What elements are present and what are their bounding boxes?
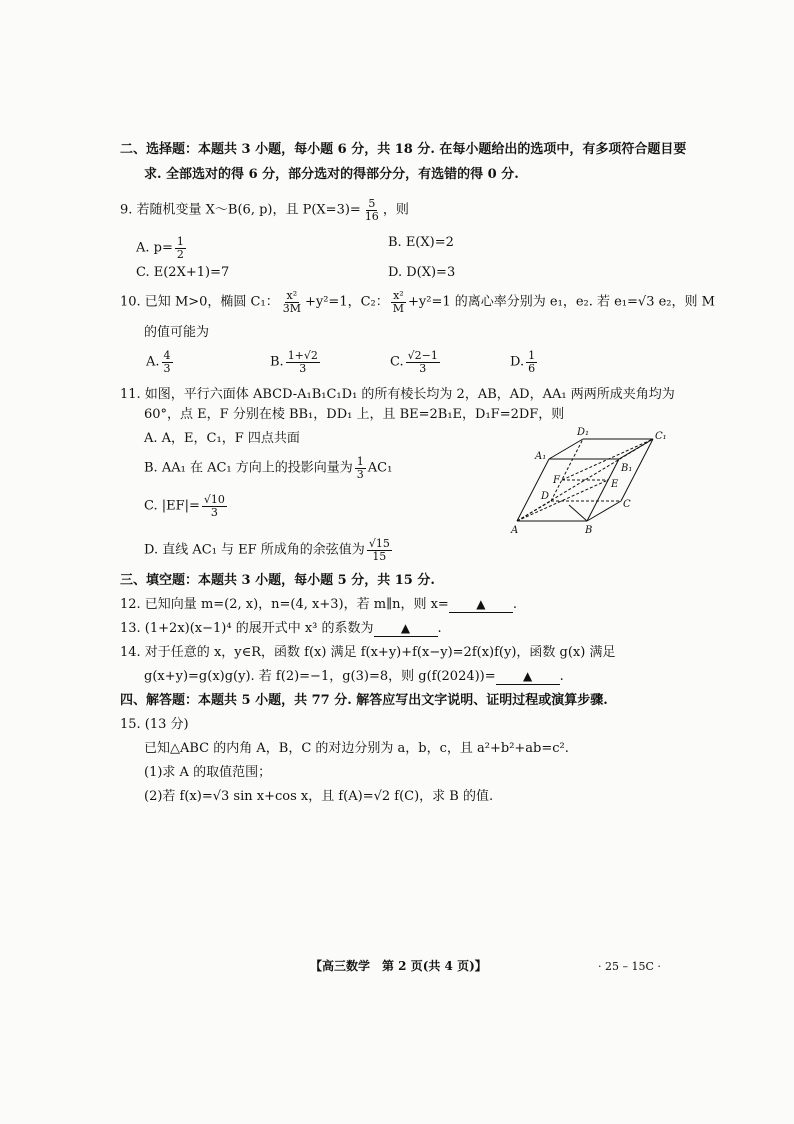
q11-option-d: D. 直线 AC₁ 与 EF 所成角的余弦值为 $\frac{√15}{15}$: [144, 537, 390, 563]
q11-option-c: C. |EF|= $\frac{√10}{3}$: [144, 493, 225, 519]
section4-title: 四、解答题：本题共 5 小题，共 77 分. 解答应写出文字说明、证明过程或演算步骤.: [120, 693, 608, 708]
q9-option-a: A. p= $\frac{1}{2}$: [136, 235, 184, 261]
q9-option-b: B. E(X)=2: [388, 235, 454, 250]
q13-answer-blank: ▲: [374, 622, 438, 637]
q10-option-a: A. $\frac{4}{3}$: [146, 349, 171, 375]
q11-stem-line1: 11. 如图，平行六面体 ABCD-A₁B₁C₁D₁ 的所有棱长均为 2，AB，AD，AA₁ 两两所成夹角均为: [120, 387, 675, 402]
q12: 12. 已知向量 m=(2, x)，n=(4, x+3)，若 m∥n，则 x= ▲ .: [120, 597, 517, 612]
q13: 13. (1+2x)(x−1)⁴ 的展开式中 x³ 的系数为 ▲ .: [120, 621, 442, 636]
q9-option-d: D. D(X)=3: [388, 265, 456, 280]
q15-stem: 已知△ABC 的内角 A，B，C 的对边分别为 a，b，c，且 a²+b²+ab=c².: [144, 741, 569, 756]
q15-head: 15. (13 分): [120, 717, 189, 732]
label-f: F: [553, 475, 560, 486]
edge-aa1: [517, 459, 549, 521]
q11-option-a: A. A，E，C₁，F 四点共面: [144, 431, 300, 446]
label-c1: C₁: [655, 431, 667, 442]
q11-option-b: B. AA₁ 在 AC₁ 方向上的投影向量为 $\frac{1}{3}$ AC₁: [144, 455, 393, 481]
q9-stem: 9. 若随机变量 X～B(6, p)，且 P(X=3)= $\frac{5}{16}$ ，则: [120, 197, 409, 223]
q15-part2: (2)若 f(x)=√3 sin x+cos x，且 f(A)=√2 f(C)，求 B 的值.: [144, 789, 494, 804]
q15-part1: (1)求 A 的取值范围；: [144, 765, 272, 780]
label-b1: B₁: [621, 463, 633, 474]
footer-page-info: 【高三数学 第 2 页(共 4 页)】: [310, 959, 487, 973]
q9-fraction: $\frac{5}{16}$: [364, 197, 379, 223]
edge-a1d1: [549, 439, 583, 459]
label-c: C: [623, 499, 631, 510]
q10-option-c: C. $\frac{√2-1}{3}$: [390, 349, 438, 375]
q14-answer-blank: ▲: [496, 670, 560, 685]
q9-option-c: C. E(2X+1)=7: [136, 265, 230, 280]
section3-title: 三、填空题：本题共 3 小题，每小题 5 分，共 15 分.: [120, 573, 435, 588]
q12-answer-blank: ▲: [449, 598, 513, 613]
q10-option-d: D. $\frac{1}{6}$: [510, 349, 536, 375]
label-b: B: [585, 525, 593, 536]
q14-line2: g(x+y)=g(x)g(y). 若 f(2)=−1，g(3)=8，则 g(f(2024))= ▲ .: [144, 669, 564, 684]
q10-option-b: B. $\frac{1+√2}{3}$: [270, 349, 318, 375]
label-e: E: [611, 479, 619, 490]
section2-line2: 求. 全部选对的得 6 分，部分选对的得部分分，有选错的得 0 分.: [144, 167, 519, 182]
segment-decor: [569, 505, 587, 521]
q11-stem-line2: 60°，点 E，F 分别在棱 BB₁，DD₁ 上，且 BE=2B₁E，D₁F=2DF，则: [144, 407, 565, 422]
label-a: A: [511, 525, 519, 536]
q14-line1: 14. 对于任意的 x，y∈R，函数 f(x) 满足 f(x+y)+f(x−y)=2f(x)f(y)，函数 g(x) 满足: [120, 645, 616, 660]
label-d: D: [541, 491, 550, 502]
label-d1: D₁: [577, 427, 590, 438]
parallelepiped-figure: [505, 425, 675, 540]
footer-code: · 25 – 15C ·: [598, 960, 661, 973]
section2-line1: 二、选择题：本题共 3 小题，每小题 6 分，共 18 分. 在每小题给出的选项中，有多项符合题目要: [120, 142, 687, 157]
label-a1: A₁: [535, 451, 547, 462]
q10-stem-line2: 的值可能为: [144, 325, 210, 340]
q10-stem: 10. 已知 M>0，椭圆 C₁： $\frac{\text{x²}}{3M}$ +y²=1，C₂： $\frac{\text{x²}}{M}$ +y²=1 的离心率分别为 e₁，e₂. 若 e₁=√3 e₂，则 M: [120, 289, 715, 315]
